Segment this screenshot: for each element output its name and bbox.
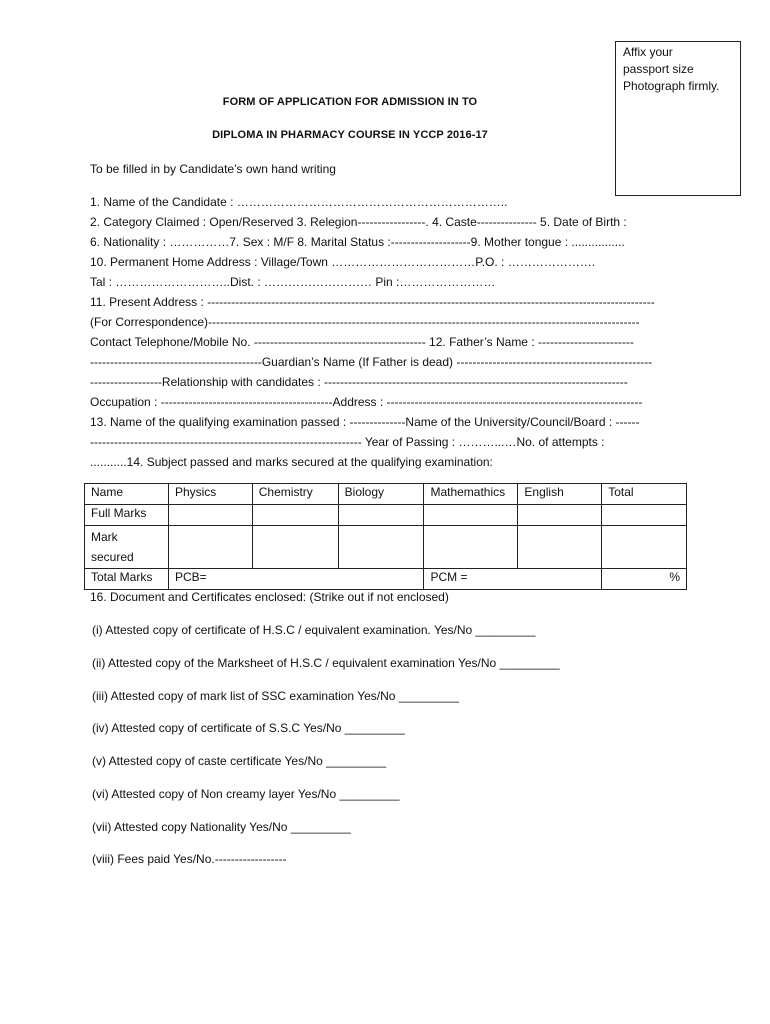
column-header: Chemistry (252, 484, 338, 505)
column-header: English (518, 484, 602, 505)
form-subtitle: DIPLOMA IN PHARMACY COURSE IN YCCP 2016-17 (212, 129, 488, 141)
document-item[interactable]: (iii) Attested copy of mark list of SSC examination Yes/No _________ (92, 689, 459, 703)
photo-box (615, 41, 741, 196)
document-item[interactable]: (ii) Attested copy of the Marksheet of H.S.C / equivalent examination Yes/No _________ (92, 656, 560, 670)
table-cell-input[interactable] (338, 526, 424, 569)
column-header: Mathemathics (424, 484, 518, 505)
field-permanent-address[interactable]: 10. Permanent Home Address : Village/Town ………………………………P.O. : …………………. (90, 255, 596, 269)
documents-heading: 16. Document and Certificates enclosed: (Strike out if not enclosed) (90, 590, 449, 604)
field-year-of-passing-attempts[interactable]: -------------------------------------------------------------------- Year of Passing : ………...…No. of attempts : (90, 435, 605, 449)
document-item[interactable]: (i) Attested copy of certificate of H.S.C / equivalent examination. Yes/No _________ (92, 623, 536, 637)
photo-box-line: Affix your (623, 45, 673, 59)
document-item[interactable]: (vii) Attested copy Nationality Yes/No _________ (92, 820, 351, 834)
row-label-line: secured (91, 550, 134, 564)
table-cell-input[interactable] (424, 526, 518, 569)
field-category-religion-caste-dob[interactable]: 2. Category Claimed : Open/Reserved 3. Relegion-----------------. 4. Caste--------------- 5. Date of Birth : (90, 215, 627, 229)
table-cell-input[interactable] (518, 505, 602, 526)
table-cell-input[interactable] (424, 505, 518, 526)
row-label-full-marks: Full Marks (85, 505, 169, 526)
row-label-total-marks: Total Marks (85, 569, 169, 590)
field-nationality-sex-marital-tongue[interactable]: 6. Nationality : ……………7. Sex : M/F 8. Marital Status :--------------------9. Mother tongue : ................ (90, 235, 625, 249)
table-cell-input[interactable] (338, 505, 424, 526)
field-subject-marks-heading: ...........14. Subject passed and marks secured at the qualifying examination: (90, 455, 493, 469)
form-title: FORM OF APPLICATION FOR ADMISSION IN TO (222, 96, 478, 108)
photo-box-line: passport size (623, 62, 694, 76)
table-cell-input[interactable] (602, 526, 687, 569)
table-cell-input[interactable] (252, 526, 338, 569)
document-item[interactable]: (vi) Attested copy of Non creamy layer Yes/No _________ (92, 787, 400, 801)
table-cell-input[interactable] (252, 505, 338, 526)
table-row (85, 505, 687, 526)
instruction-text: To be filled in by Candidate’s own hand writing (90, 162, 336, 176)
column-header: Name (85, 484, 169, 505)
field-correspondence[interactable]: (For Correspondence)------------------------------------------------------------------------------------------------------------ (90, 315, 640, 329)
document-item[interactable]: (iv) Attested copy of certificate of S.S.C Yes/No _________ (92, 721, 405, 735)
column-header: Physics (168, 484, 252, 505)
table-row (85, 526, 687, 569)
row-label-mark-secured (85, 526, 169, 569)
document-item[interactable]: (v) Attested copy of caste certificate Yes/No _________ (92, 754, 387, 768)
pcb-cell[interactable]: PCB= (168, 569, 424, 590)
field-relationship[interactable]: ------------------Relationship with candidates : ---------------------------------------------------------------------------- (90, 375, 628, 389)
field-contact-father-name[interactable]: Contact Telephone/Mobile No. ------------------------------------------- 12. Father’s Name : ------------------------ (90, 335, 634, 349)
column-header: Biology (338, 484, 424, 505)
percent-cell[interactable]: % (602, 569, 687, 590)
table-cell-input[interactable] (168, 526, 252, 569)
column-header: Total (602, 484, 687, 505)
table-cell-input[interactable] (602, 505, 687, 526)
field-qualifying-exam-university[interactable]: 13. Name of the qualifying examination passed : --------------Name of the University/Council/Board : ------ (90, 415, 640, 429)
field-present-address[interactable]: 11. Present Address : ---------------------------------------------------------------------------------------------------------------- (90, 295, 655, 309)
table-cell-input[interactable] (168, 505, 252, 526)
field-occupation-address[interactable]: Occupation : -------------------------------------------Address : ---------------------------------------------------------------- (90, 395, 643, 409)
field-name-of-candidate[interactable]: 1. Name of the Candidate : ………………………………………………………….. (90, 195, 508, 209)
table-cell-input[interactable] (518, 526, 602, 569)
marks-table (84, 483, 687, 590)
field-tal-dist-pin[interactable]: Tal : ………………………..Dist. : ……………………… Pin :…………………… (90, 275, 496, 289)
field-guardian-name[interactable]: -------------------------------------------Guardian’s Name (If Father is dead) ------------------------------------------------- (90, 355, 653, 369)
table-header-row (85, 484, 687, 505)
document-item[interactable]: (viii) Fees paid Yes/No.------------------ (92, 852, 287, 866)
row-label-line: Mark (91, 530, 118, 544)
photo-box-line: Photograph firmly. (623, 79, 720, 93)
pcm-cell[interactable]: PCM = (424, 569, 602, 590)
table-row (85, 569, 687, 590)
